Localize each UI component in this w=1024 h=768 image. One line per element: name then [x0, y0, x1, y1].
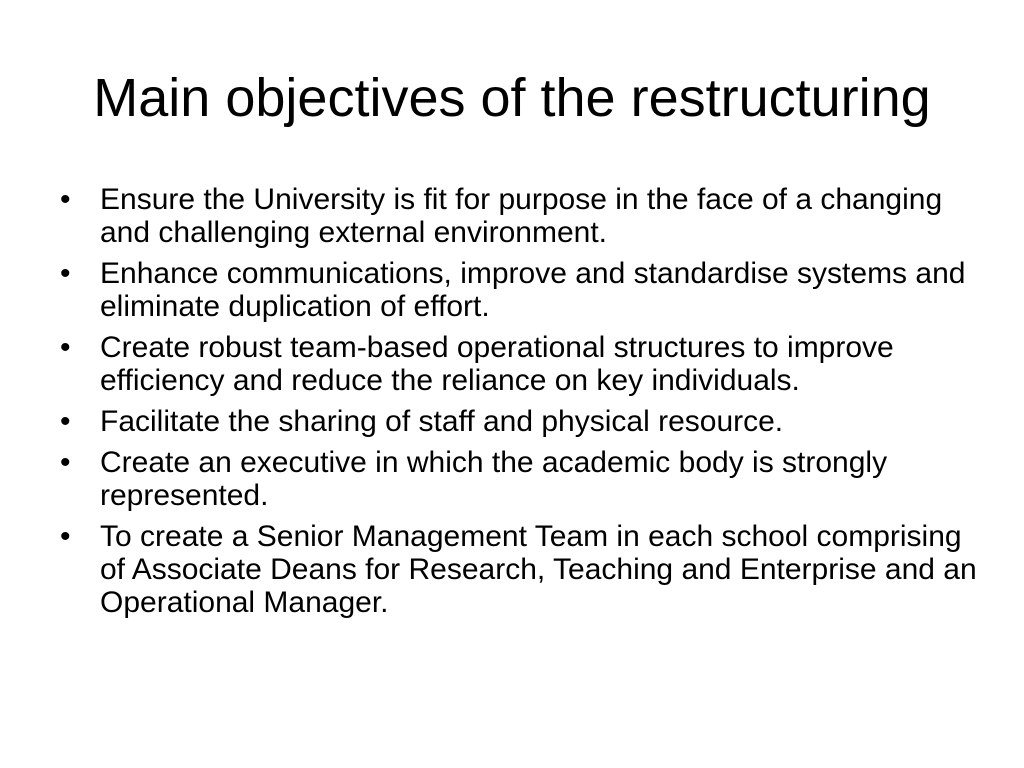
bullet-marker: • — [60, 183, 71, 216]
bullet-marker: • — [60, 405, 71, 438]
bullet-marker: • — [60, 520, 71, 553]
bullet-item — [60, 257, 980, 323]
bullet-marker: • — [60, 446, 71, 479]
bullet-text: Enhance communications, improve and standardise systems and eliminate duplication of effort. — [100, 257, 966, 323]
bullet-item — [60, 183, 980, 249]
bullet-list — [60, 183, 980, 627]
slide-title: Main objectives of the restructuring — [93, 68, 931, 128]
bullet-item — [60, 405, 980, 438]
bullet-item — [60, 331, 980, 397]
bullet-text: Facilitate the sharing of staff and physical resource. — [100, 405, 784, 438]
bullet-text: Create robust team-based operational structures to improve efficiency and reduce the reliance on key individuals. — [100, 331, 894, 397]
bullet-item — [60, 520, 980, 619]
bullet-text: Ensure the University is fit for purpose in the face of a changing and challenging external environment. — [100, 183, 943, 249]
bullet-text: Create an executive in which the academic body is strongly represented. — [100, 446, 888, 512]
bullet-text: To create a Senior Management Team in each school comprising of Associate Deans for Research, Teaching and Enterprise and an Operational Manager. — [100, 520, 977, 619]
bullet-marker: • — [60, 257, 71, 290]
bullet-marker: • — [60, 331, 71, 364]
bullet-item — [60, 446, 980, 512]
